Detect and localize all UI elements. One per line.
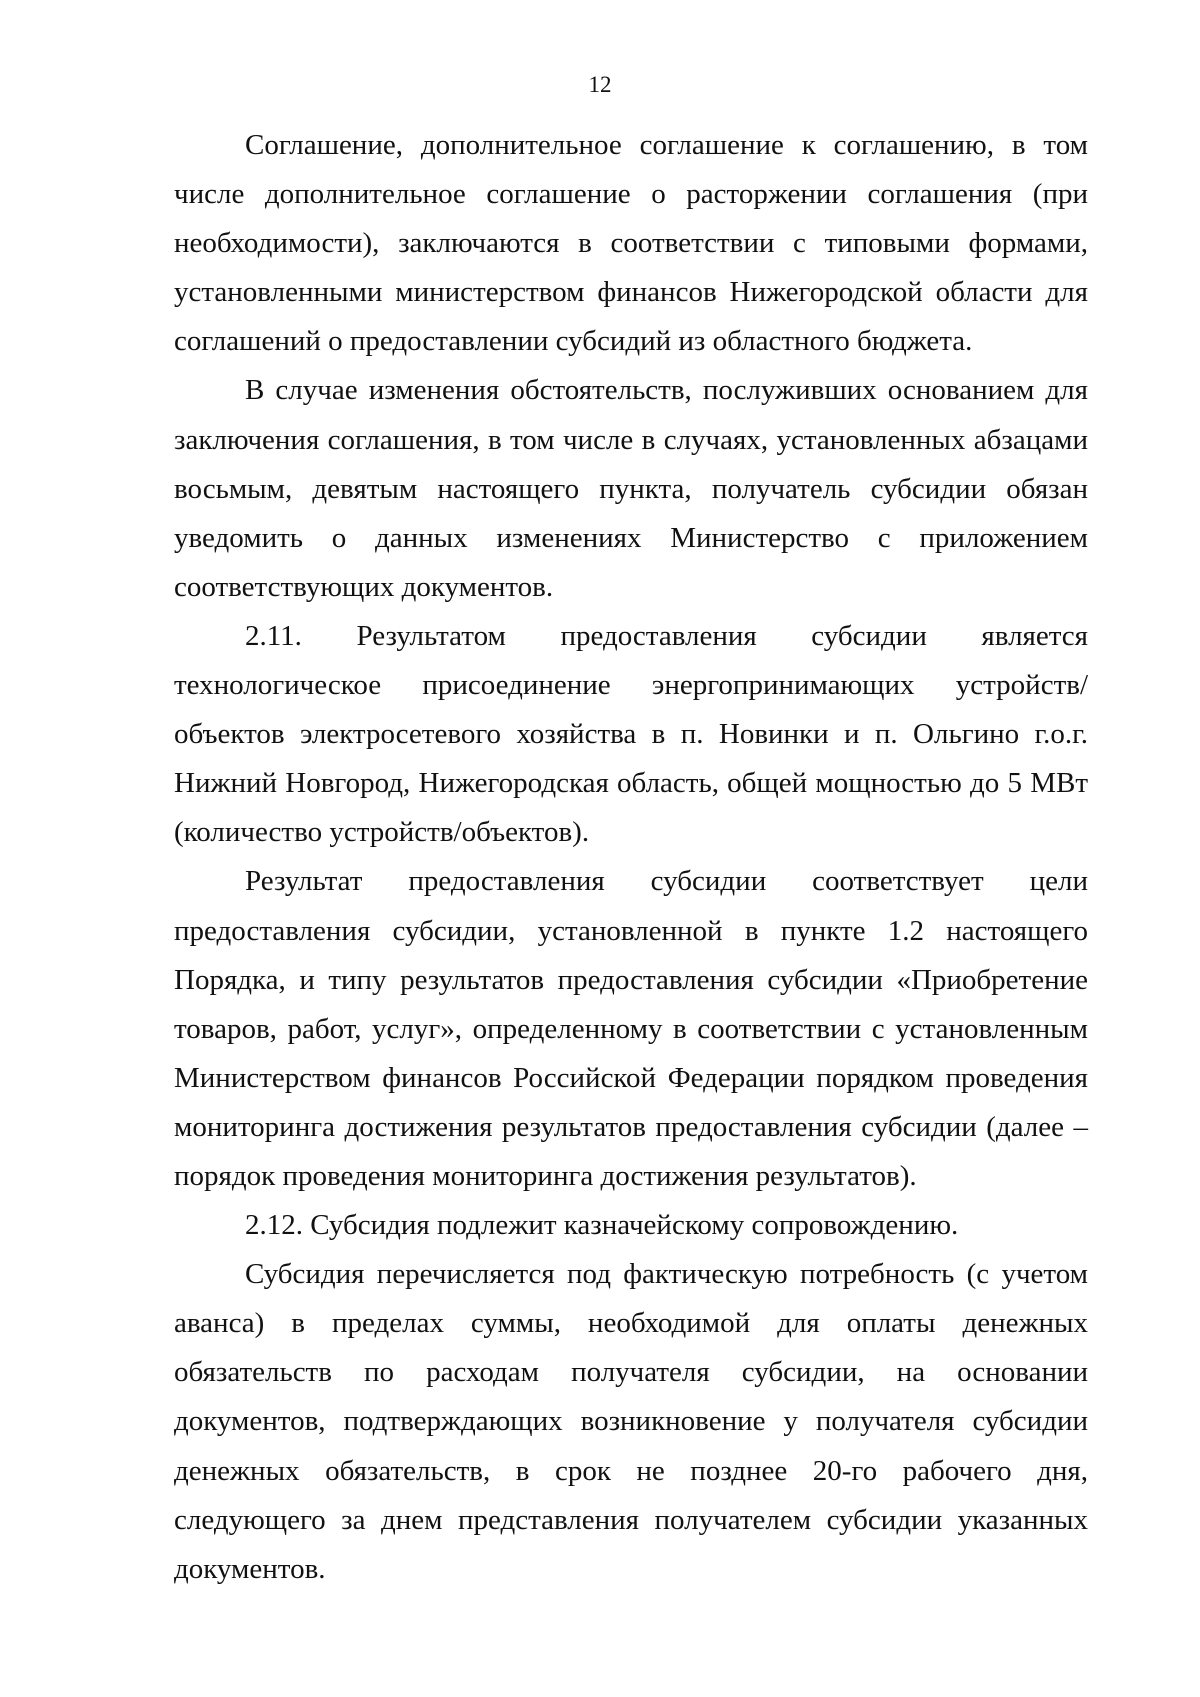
paragraph-subsidy-transfer: Субсидия перечисляется под фактическую потребность (с учетом аванса) в пределах суммы, необходимой для оплаты денежных обязательств по расходам получателя субсидии, на основании документов, подтверждающих возникновение у получателя субсидии денежных обязательств, в срок не позднее 20-го рабочего дня, следующего за днем представления получателем субсидии указанных документов. (174, 1258, 1088, 1585)
document-body (174, 121, 1088, 1594)
paragraph-result-correspondence: Результат предоставления субсидии соответствует цели предоставления субсидии, установленной в пункте 1.2 настоящего Порядка, и типу результатов предоставления субсидии «Приобретение товаров, работ, услуг», определенному в соответствии с установленным Министерством финансов Российской Федерации порядком проведения мониторинга достижения результатов предоставления субсидии (далее – порядок проведения мониторинга достижения результатов). (174, 865, 1088, 1192)
paragraph-change-of-circumstances: В случае изменения обстоятельств, послуживших основанием для заключения соглашения, в том числе в случаях, установленных абзацами восьмым, девятым настоящего пункта, получатель субсидии обязан уведомить о данных изменениях Министерство с приложением соответствующих документов. (174, 374, 1088, 603)
page-number: 12 (588, 72, 612, 97)
paragraph-2-12-treasury-support: 2.12. Субсидия подлежит казначейскому сопровождению. (245, 1209, 959, 1242)
paragraph-2-11-subsidy-result: 2.11. Результатом предоставления субсидии является технологическое присоединение энергопринимающих устройств/объектов электросетевого хозяйства в п. Новинки и п. Ольгино г.о.г. Нижний Новгород, Нижегородская область, общей мощностью до 5 МВт (количество устройств/объектов). (174, 619, 1088, 849)
paragraph-agreement-forms: Соглашение, дополнительное соглашение к соглашению, в том числе дополнительное соглашение о расторжении соглашения (при необходимости), заключаются в соответствии с типовыми формами, установленными министерством финансов Нижегородской области для соглашений о предоставлении субсидий из областного бюджета. (174, 129, 1088, 358)
